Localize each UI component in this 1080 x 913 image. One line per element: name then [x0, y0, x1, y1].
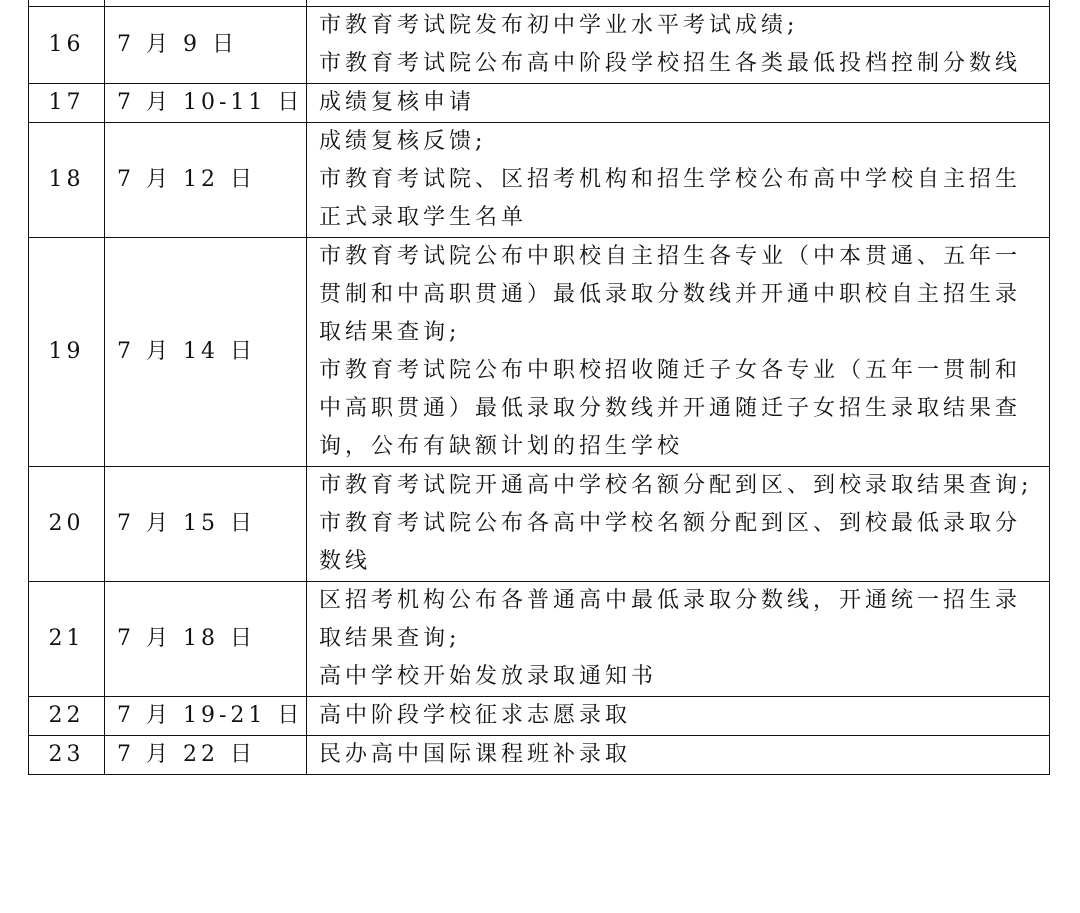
schedule-table-body	[29, 0, 1050, 775]
table-row	[29, 123, 1050, 238]
row-number-cell: 17	[29, 84, 105, 123]
row-date-cell: 7 月 9 日	[105, 7, 307, 84]
event-line: 高中学校开始发放录取通知书	[319, 664, 658, 689]
event-line: 取结果查询;	[319, 320, 461, 345]
row-event-cell	[307, 84, 1050, 123]
event-line: 市教育考试院、区招考机构和招生学校公布高中学校自主招生	[319, 167, 1022, 192]
row-event-cell	[307, 7, 1050, 84]
table-row	[29, 582, 1050, 697]
event-line: 贯制和中高职贯通）最低录取分数线并开通中职校自主招生录	[319, 282, 1022, 307]
event-line: 取结果查询;	[319, 626, 461, 651]
table-row	[29, 84, 1050, 123]
row-number-cell: 16	[29, 7, 105, 84]
event-line: 成绩复核反馈;	[319, 129, 487, 154]
table-row	[29, 697, 1050, 736]
row-date-cell: 7 月 12 日	[105, 123, 307, 238]
event-line: 区招考机构公布各普通高中最低录取分数线，开通统一招生录	[319, 588, 1022, 613]
event-line: 中高职贯通）最低录取分数线并开通随迁子女招生录取结果查	[319, 396, 1022, 421]
row-number-cell: 21	[29, 582, 105, 697]
row-date-cell: 7 月 19-21 日	[105, 697, 307, 736]
admission-schedule-table	[28, 0, 1050, 775]
event-line: 正式录取学生名单	[319, 205, 528, 230]
row-date-cell: 7 月 22 日	[105, 736, 307, 775]
event-line: 市教育考试院公布高中阶段学校招生各类最低投档控制分数线	[319, 51, 1022, 76]
event-line: 高中阶段学校征求志愿录取	[319, 703, 632, 728]
table-row	[29, 7, 1050, 84]
event-line: 询，公布有缺额计划的招生学校	[319, 434, 684, 459]
row-event-cell	[307, 736, 1050, 775]
row-event-cell	[307, 123, 1050, 238]
row-date-cell: 7 月 10-11 日	[105, 84, 307, 123]
row-number-cell: 19	[29, 238, 105, 467]
table-row	[29, 736, 1050, 775]
row-event-cell	[307, 467, 1050, 582]
row-event-cell	[307, 582, 1050, 697]
schedule-table-container	[28, 0, 1050, 775]
event-line: 数线	[319, 549, 372, 574]
table-row	[29, 238, 1050, 467]
row-number-cell: 23	[29, 736, 105, 775]
row-number-cell: 20	[29, 467, 105, 582]
event-line: 市教育考试院开通高中学校名额分配到区、到校录取结果查询;	[319, 473, 1033, 498]
row-date-cell: 7 月 15 日	[105, 467, 307, 582]
row-date-cell: 7 月 18 日	[105, 582, 307, 697]
row-event-cell	[307, 238, 1050, 467]
row-date-cell: 7 月 14 日	[105, 238, 307, 467]
event-line: 市教育考试院公布中职校招收随迁子女各专业（五年一贯制和	[319, 358, 1022, 383]
row-number-cell: 22	[29, 697, 105, 736]
row-number-cell: 18	[29, 123, 105, 238]
event-line: 市教育考试院发布初中学业水平考试成绩;	[319, 13, 799, 38]
event-line: 民办高中国际课程班补录取	[319, 742, 632, 767]
table-row	[29, 467, 1050, 582]
event-line: 市教育考试院公布各高中学校名额分配到区、到校最低录取分	[319, 511, 1022, 536]
event-line: 成绩复核申请	[319, 90, 476, 115]
event-line: 市教育考试院公布中职校自主招生各专业（中本贯通、五年一	[319, 244, 1022, 269]
row-event-cell	[307, 697, 1050, 736]
